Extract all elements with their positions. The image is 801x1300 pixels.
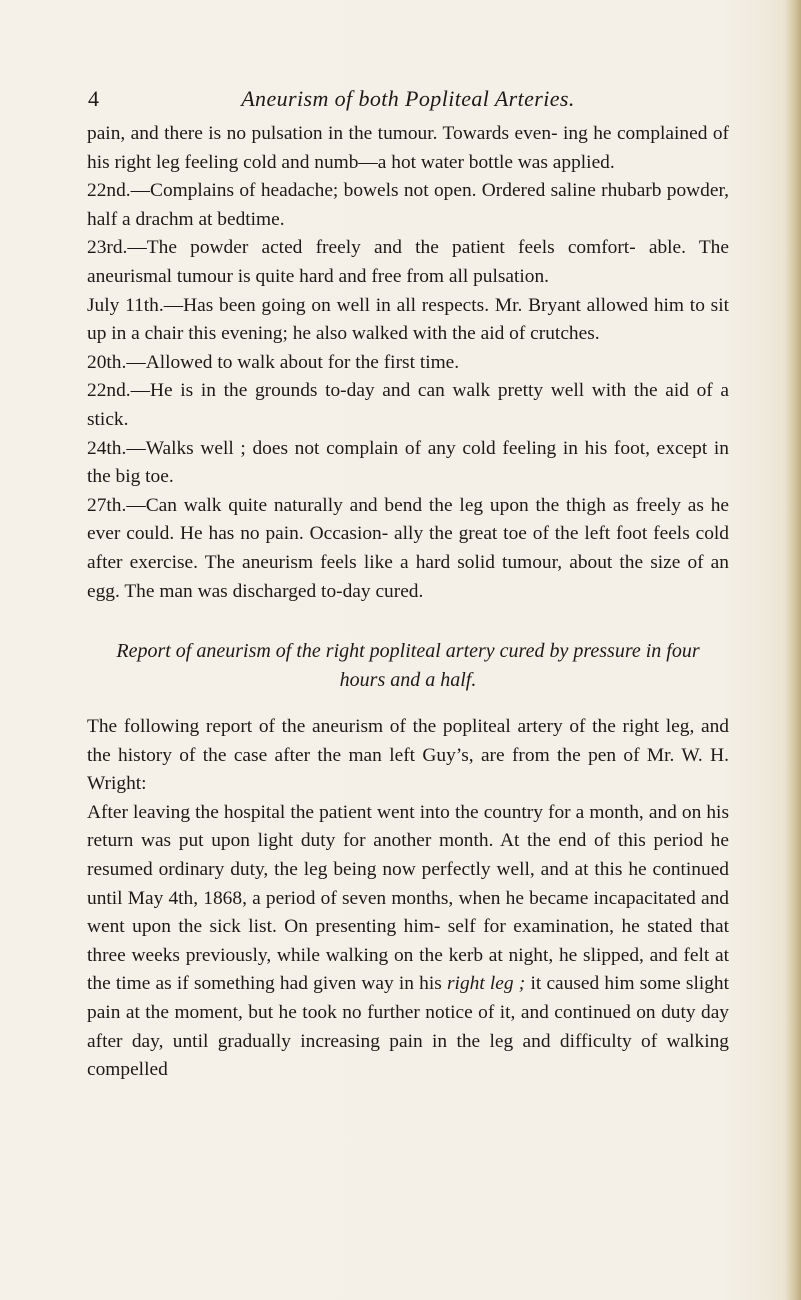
paragraph: July 11th.—Has been going on well in all respects. Mr. Bryant allowed him to sit up in a chair this evening; he also walked with the aid of crutches. [87,294,729,345]
paragraph-text: After leaving the hospital the patient went into the country for a month, and on his return was put upon light duty for another month. At the end of this period he resumed ordinary duty, the leg being now perfectly well, and at this he continued until May 4th, 1868, a period of seven months, when he became incapacitated and went upon the sick list. On presenting him- self for examination, he stated that three weeks previously, while walking on the kerb at night, he slipped, and felt at the time as if something had given way in his [87,801,729,995]
body-text [87,120,729,1085]
paragraph: 20th.—Allowed to walk about for the first time. [87,351,460,373]
paragraph: pain, and there is no pulsation in the tumour. Towards even- ing he complained of his right leg feeling cold and numb—a hot water bottle was applied. [87,123,729,173]
paragraph-text: it caused him some slight pain at the moment, but he took no further notice of it, and continued on duty day after day, until gradually increasing pain in the leg and difficulty of walking compelled [87,973,729,1081]
page-edge-shadow [785,0,801,1300]
paragraph: 22nd.—He is in the grounds to-day and can walk pretty well with the aid of a stick. [87,380,729,430]
page-header [88,86,728,116]
running-title: Aneurism of both Popliteal Arteries. [241,86,575,111]
italic-phrase: right leg ; [447,973,526,995]
paragraph: 27th.—Can walk quite naturally and bend the leg upon the thigh as freely as he ever could. He has no pain. Occasion- ally the great toe of the left foot feels cold after exercise. The aneurism feels like a hard solid tumour, about the size of an egg. The man was discharged to-day cured. [87,494,729,602]
paragraph: 24th.—Walks well ; does not complain of any cold feeling in his foot, except in the big toe. [87,437,729,488]
paragraph: 23rd.—The powder acted freely and the patient feels comfort- able. The aneurismal tumour is quite hard and free from all pulsation. [87,237,729,287]
page-number: 4 [88,86,99,111]
paragraph: The following report of the aneurism of the popliteal artery of the right leg, and the history of the case after the man left Guy’s, are from the pen of Mr. W. H. Wright: [87,716,729,795]
paragraph: 22nd.—Complains of headache; bowels not open. Ordered saline rhubarb powder, half a drachm at bedtime. [87,180,729,230]
report-heading: Report of aneurism of the right popliteal artery cured by pressure in four hours and a half. [116,640,700,692]
paragraph-with-italic [87,799,729,1085]
